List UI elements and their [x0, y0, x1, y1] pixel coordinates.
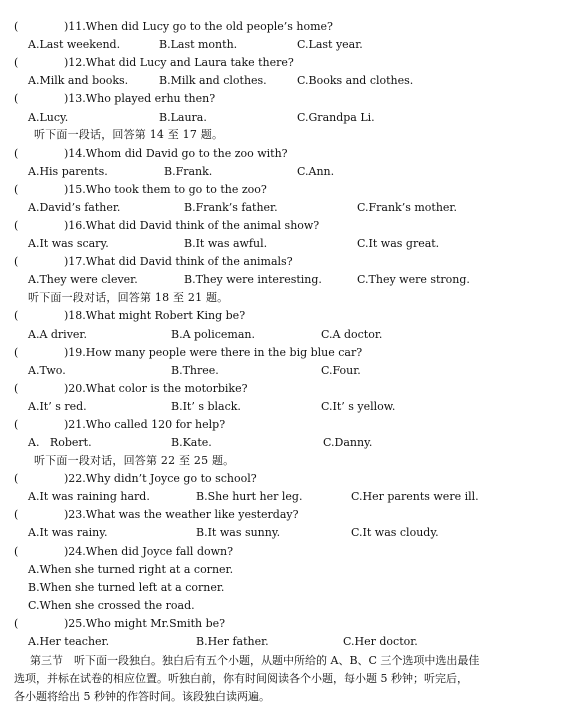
option-c: C.Grandpa Li. — [297, 111, 375, 124]
option-b: B.It’ s black. — [171, 400, 241, 413]
option-a: A.It was scary. — [28, 237, 109, 250]
question-text: Why didn’t Joyce go to school? — [85, 472, 257, 485]
answer-blank: ( — [14, 382, 19, 395]
question-19 — [14, 346, 362, 360]
answer-blank: ( — [14, 545, 19, 558]
option-c: C.Four. — [321, 364, 361, 377]
option-b: B.Kate. — [171, 436, 212, 449]
option-a: A.It’ s red. — [28, 400, 87, 413]
option-a: A.David’s father. — [28, 201, 121, 214]
question-number: )15. — [64, 183, 86, 196]
question-number: )21. — [64, 418, 86, 431]
question-text: What might Robert King be? — [85, 309, 246, 322]
question-11 — [14, 20, 333, 34]
option-b: B.Three. — [171, 364, 219, 377]
option-b: B.Laura. — [159, 111, 207, 124]
question-text: Who called 120 for help? — [85, 418, 226, 431]
question-24 — [14, 545, 233, 559]
option-a: A.His parents. — [28, 165, 108, 178]
option-a: A.Two. — [28, 364, 66, 377]
option-c: C.They were strong. — [357, 273, 470, 286]
option-b: B.A policeman. — [171, 328, 255, 341]
option-b: B.Frank. — [164, 165, 213, 178]
option-a: A.A driver. — [28, 328, 87, 341]
question-17 — [14, 255, 293, 269]
question-15 — [14, 183, 267, 197]
listening-instruction: 听下面一段话，回答第 14 至 17 题。 — [34, 128, 224, 141]
question-text: When did Joyce fall down? — [85, 545, 234, 558]
option-a: A. Robert. — [28, 436, 92, 449]
question-25 — [14, 617, 225, 631]
option-a: A.It was raining hard. — [28, 490, 150, 503]
answer-blank: ( — [14, 219, 19, 232]
option-c: C.It was cloudy. — [351, 526, 439, 539]
question-number: )16. — [64, 219, 86, 232]
answer-blank: ( — [14, 508, 19, 521]
option-b: B.It was sunny. — [196, 526, 281, 539]
question-21 — [14, 418, 225, 432]
question-text: How many people were there in the big blue car? — [85, 346, 363, 359]
option-c: C.Danny. — [323, 436, 373, 449]
option-c: C.Last year. — [297, 38, 363, 51]
answer-blank: ( — [14, 309, 19, 322]
question-number: )11. — [64, 20, 86, 33]
answer-blank: ( — [14, 418, 19, 431]
answer-blank: ( — [14, 472, 19, 485]
listening-instruction: 听下面一段对话，回答第 18 至 21 题。 — [28, 291, 229, 304]
option-b: B.They were interesting. — [184, 273, 322, 286]
section-3-instruction-line-3: 各小题将给出 5 秒钟的作答时间。该段独白读两遍。 — [14, 690, 270, 703]
question-number: )25. — [64, 617, 86, 630]
question-text: Who played erhu then? — [85, 92, 216, 105]
answer-blank: ( — [14, 617, 19, 630]
question-23 — [14, 508, 299, 522]
question-number: )20. — [64, 382, 86, 395]
answer-blank: ( — [14, 183, 19, 196]
option-c: C.It was great. — [357, 237, 440, 250]
answer-blank: ( — [14, 255, 19, 268]
question-number: )18. — [64, 309, 86, 322]
answer-blank: ( — [14, 346, 19, 359]
question-14 — [14, 147, 288, 161]
question-number: )17. — [64, 255, 86, 268]
question-text: Who might Mr.Smith be? — [85, 617, 226, 630]
option-b: B.She hurt her leg. — [196, 490, 303, 503]
question-text: What color is the motorbike? — [85, 382, 248, 395]
question-number: )23. — [64, 508, 86, 521]
option-c: C.Ann. — [297, 165, 335, 178]
question-12 — [14, 56, 294, 70]
answer-blank: ( — [14, 147, 19, 160]
option-b: B.It was awful. — [184, 237, 268, 250]
option-c: C.It’ s yellow. — [321, 400, 396, 413]
question-text: What was the weather like yesterday? — [85, 508, 299, 521]
question-text: Whom did David go to the zoo with? — [85, 147, 288, 160]
option-a: A.Milk and books. — [28, 74, 129, 87]
question-text: Who took them to go to the zoo? — [85, 183, 267, 196]
question-22 — [14, 472, 257, 486]
question-text: What did David think of the animals? — [85, 255, 293, 268]
question-text: What did David think of the animal show? — [85, 219, 320, 232]
question-number: )13. — [64, 92, 86, 105]
question-text: When did Lucy go to the old people’s home? — [85, 20, 333, 33]
question-13 — [14, 92, 215, 106]
option-b: B.Frank’s father. — [184, 201, 278, 214]
question-number: )19. — [64, 346, 86, 359]
answer-blank: ( — [14, 56, 19, 69]
option-b: B.Milk and clothes. — [159, 74, 267, 87]
question-number: )22. — [64, 472, 86, 485]
option-c: C.A doctor. — [321, 328, 383, 341]
question-number: )14. — [64, 147, 86, 160]
question-18 — [14, 309, 245, 323]
question-number: )24. — [64, 545, 86, 558]
question-16 — [14, 219, 319, 233]
question-number: )12. — [64, 56, 86, 69]
option-a: A.Lucy. — [28, 111, 69, 124]
question-text: What did Lucy and Laura take there? — [85, 56, 294, 69]
option-a: A.They were clever. — [28, 273, 138, 286]
option-a: A.Last weekend. — [28, 38, 121, 51]
option-b: B.Her father. — [196, 635, 269, 648]
option-a: A.Her teacher. — [28, 635, 110, 648]
option-c: C.Her doctor. — [343, 635, 418, 648]
option-a: A.When she turned right at a corner. — [28, 563, 234, 576]
section-3-instruction-line-2: 选项，并标在试卷的相应位置。听独白前，你有时间阅读各个小题，每小题 5 秒钟；听完后， — [14, 672, 468, 685]
option-c: C.Her parents were ill. — [351, 490, 479, 503]
section-3-instruction-line-1: 第三节 听下面一段独白。独白后有五个小题，从题中所给的 A、B、C 三个选项中选出最佳 — [30, 654, 480, 667]
option-b: B.Last month. — [159, 38, 238, 51]
answer-blank: ( — [14, 20, 19, 33]
question-20 — [14, 382, 248, 396]
answer-blank: ( — [14, 92, 19, 105]
option-c: C.Books and clothes. — [297, 74, 414, 87]
option-c: C.When she crossed the road. — [28, 599, 195, 612]
option-b: B.When she turned left at a corner. — [28, 581, 225, 594]
option-a: A.It was rainy. — [28, 526, 108, 539]
option-c: C.Frank’s mother. — [357, 201, 457, 214]
listening-instruction: 听下面一段对话，回答第 22 至 25 题。 — [34, 454, 235, 467]
